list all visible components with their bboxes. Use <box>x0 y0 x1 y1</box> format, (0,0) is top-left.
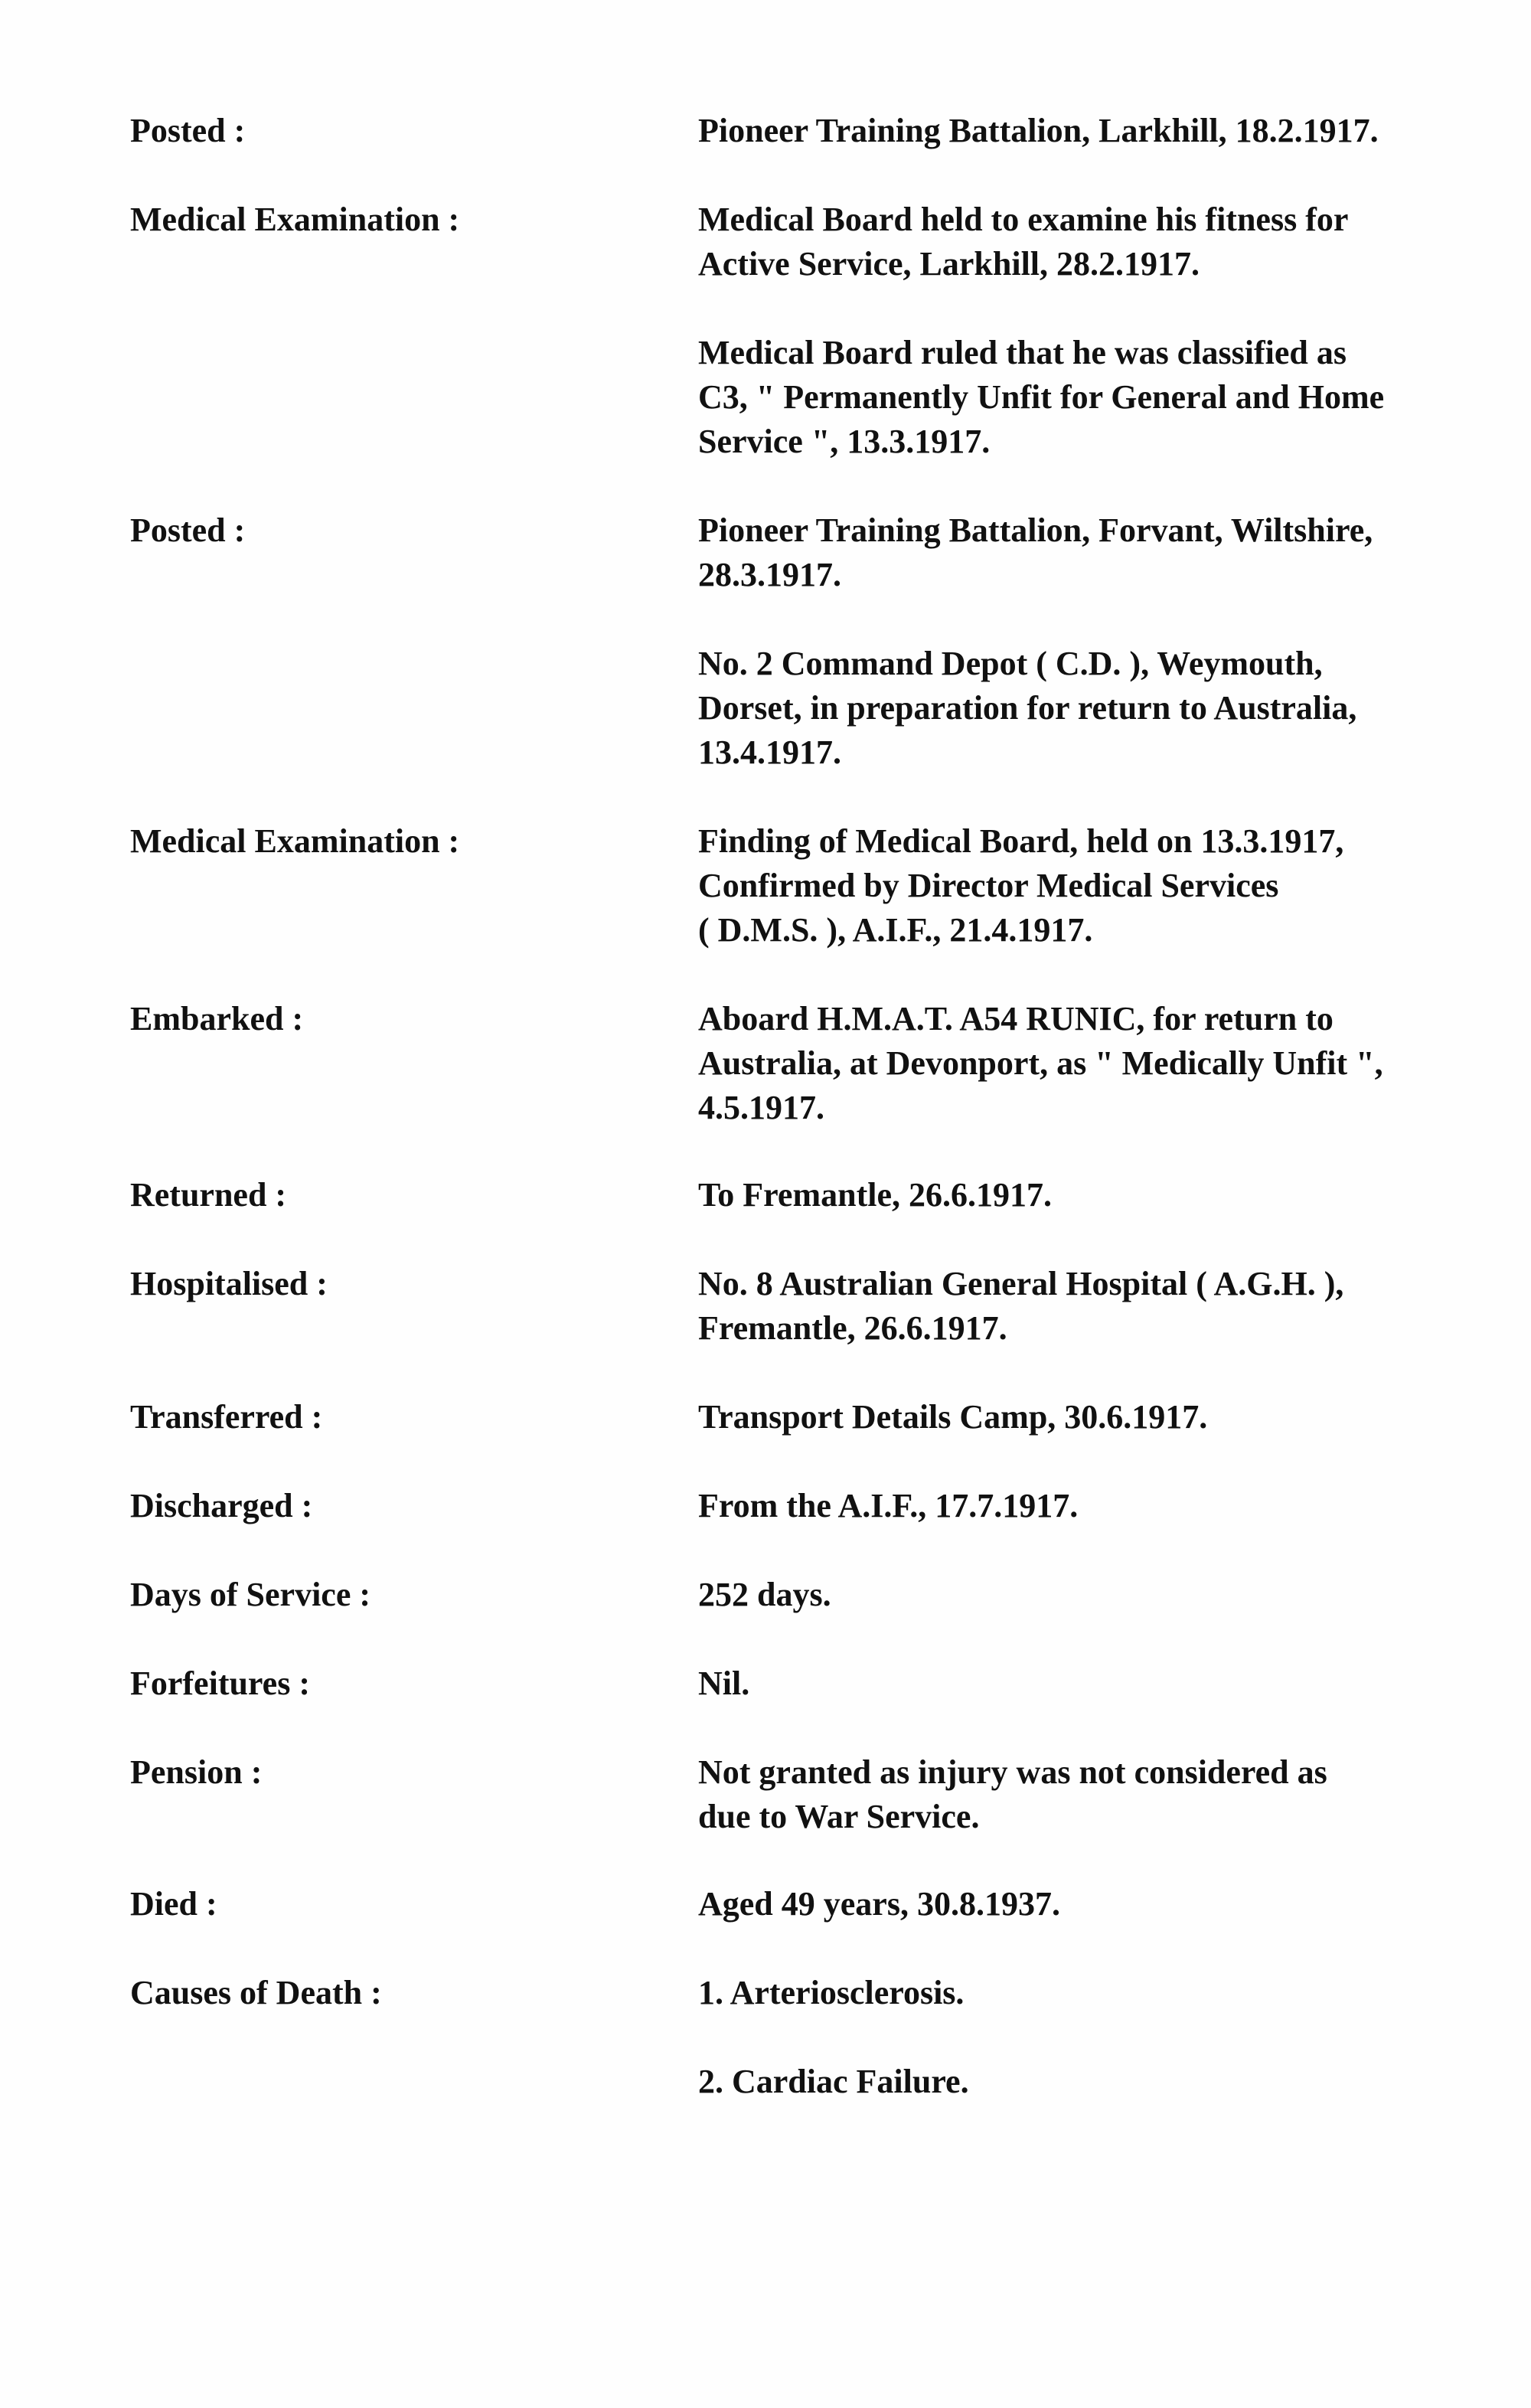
entry-value-line: Service ", 13.3.1917. <box>698 423 991 460</box>
entry-label: Medical Examination : <box>130 822 460 860</box>
entry-value-line: Pioneer Training Battalion, Larkhill, 18.2.1917. <box>698 112 1379 149</box>
entry-value-line: Pioneer Training Battalion, Forvant, Wiltshire, <box>698 511 1373 549</box>
entry-label: Days of Service : <box>130 1576 371 1613</box>
entry-value-line: Dorset, in preparation for return to Australia, <box>698 689 1357 727</box>
entry-value-line: C3, " Permanently Unfit for General and Home <box>698 378 1385 416</box>
entry-value-line: due to War Service. <box>698 1798 980 1835</box>
entry-value-line: From the A.I.F., 17.7.1917. <box>698 1487 1079 1524</box>
entry-value <box>698 109 1479 153</box>
entry-value <box>698 1262 1479 1351</box>
entry-value-line: Nil. <box>698 1665 750 1702</box>
entry-label: Pension : <box>130 1753 263 1791</box>
entry-value <box>698 1971 1479 2015</box>
entry-label: Embarked : <box>130 1000 304 1037</box>
entry-label: Posted : <box>130 112 246 149</box>
entry-value <box>698 1484 1479 1528</box>
entry-value <box>698 1661 1479 1706</box>
entry-value-line: Aged 49 years, 30.8.1937. <box>698 1885 1060 1923</box>
entry-label: Hospitalised : <box>130 1265 328 1302</box>
entry-value <box>698 1173 1479 1217</box>
entry-value <box>698 331 1479 464</box>
entry-label: Transferred : <box>130 1398 323 1436</box>
entry-value-line: No. 8 Australian General Hospital ( A.G.H. ), <box>698 1265 1344 1302</box>
entry-value <box>698 508 1479 597</box>
entry-value-line: 252 days. <box>698 1576 831 1613</box>
entry-value-line: Fremantle, 26.6.1917. <box>698 1309 1007 1347</box>
entry-value-line: 13.4.1917. <box>698 734 841 771</box>
entry-value-line: To Fremantle, 26.6.1917. <box>698 1176 1052 1214</box>
entry-value <box>698 1573 1479 1617</box>
entry-value <box>698 1750 1479 1839</box>
entry-label: Discharged : <box>130 1487 313 1524</box>
entry-value <box>698 1882 1479 1926</box>
entry-value-line: 2. Cardiac Failure. <box>698 2063 969 2100</box>
entry-value <box>698 997 1479 1130</box>
entry-value <box>698 2060 1479 2104</box>
entry-label: Returned : <box>130 1176 287 1214</box>
entry-value-line: Transport Details Camp, 30.6.1917. <box>698 1398 1208 1436</box>
entry-value-line: Medical Board held to examine his fitness for <box>698 201 1349 238</box>
entry-value-line: Aboard H.M.A.T. A54 RUNIC, for return to <box>698 1000 1334 1037</box>
entry-value-line: ( D.M.S. ), A.I.F., 21.4.1917. <box>698 911 1093 949</box>
entry-value <box>698 642 1479 775</box>
entry-value <box>698 198 1479 286</box>
entry-value-line: Finding of Medical Board, held on 13.3.1917, <box>698 822 1344 860</box>
entry-label: Medical Examination : <box>130 201 460 238</box>
entry-value-line: Australia, at Devonport, as " Medically Unfit ", <box>698 1044 1383 1082</box>
entry-label: Died : <box>130 1885 217 1923</box>
entry-label: Causes of Death : <box>130 1974 382 2011</box>
entry-value-line: 4.5.1917. <box>698 1089 824 1126</box>
entry-value-line: 28.3.1917. <box>698 556 841 593</box>
entry-value-line: Active Service, Larkhill, 28.2.1917. <box>698 245 1200 283</box>
entry-value-line: 1. Arteriosclerosis. <box>698 1974 965 2011</box>
entry-value <box>698 819 1479 952</box>
entry-value-line: Medical Board ruled that he was classified as <box>698 334 1347 371</box>
entry-label: Posted : <box>130 511 246 549</box>
entry-value-line: Not granted as injury was not considered as <box>698 1753 1327 1791</box>
entry-value <box>698 1395 1479 1439</box>
entry-value-line: No. 2 Command Depot ( C.D. ), Weymouth, <box>698 645 1323 682</box>
entry-value-line: Confirmed by Director Medical Services <box>698 867 1279 904</box>
entry-label: Forfeitures : <box>130 1665 310 1702</box>
